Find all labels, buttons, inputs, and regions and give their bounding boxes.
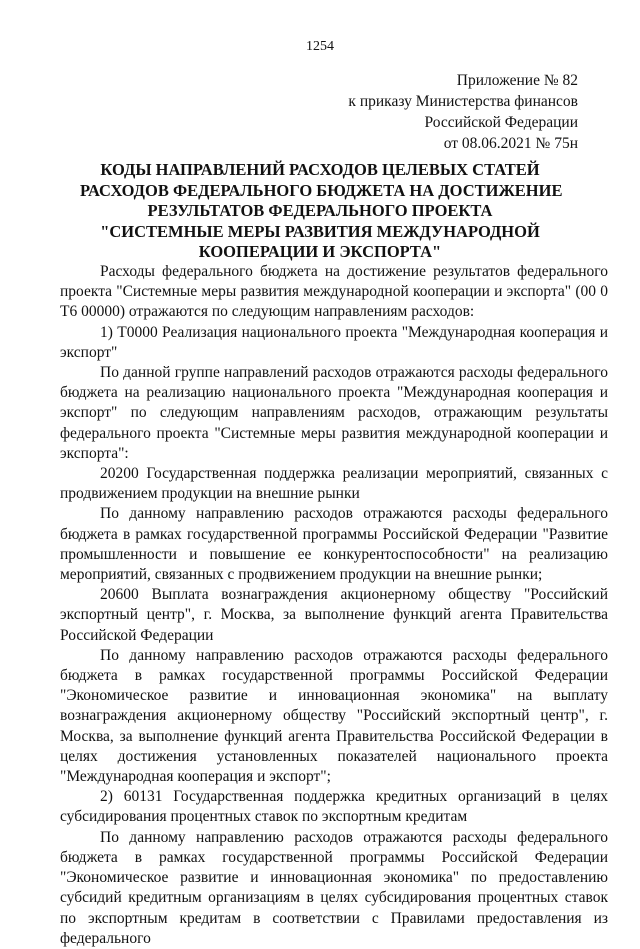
body-paragraph: По данному направлению расходов отражаются расходы федерального бюджета в рамках государственной программы Российской Федерации "Экономическое развитие и инновационная экономика" по предоставлению субсидий кредитным организациям в целях субсидирования процентных ставок по экспортным кредитам в соответствии с Правилами предоставления из федерального bbox=[60, 828, 608, 947]
body-paragraph: 20200 Государственная поддержка реализации мероприятий, связанных с продвижением продукции на внешние рынки bbox=[60, 465, 608, 503]
appendix-line: к приказу Министерства финансов bbox=[348, 93, 578, 110]
body-paragraph: По данной группе направлений расходов отражаются расходы федерального бюджета на реализацию национального проекта "Международная кооперация и экспорт" по следующим направлениям расходов, отражающим результаты федерального проекта "Системные меры развития международной кооперации и экспорта": bbox=[60, 364, 608, 462]
title-line: КООПЕРАЦИИ И ЭКСПОРТА" bbox=[198, 242, 442, 261]
title-line: РАСХОДОВ ФЕДЕРАЛЬНОГО БЮДЖЕТА НА ДОСТИЖЕНИЕ bbox=[80, 180, 563, 200]
body-paragraph: По данному направлению расходов отражаются расходы федерального бюджета в рамках государственной программы Российской Федерации "Экономическое развитие и инновационная экономика" на выплату вознаграждения акционерному обществу "Российский экспортный центр", г. Москва, за выполнение функций агента Правительства Российской Федерации в целях достижения установленных показателей национального проекта "Международная кооперация и экспорт"; bbox=[60, 646, 608, 786]
body-paragraph: По данному направлению расходов отражаются расходы федерального бюджета в рамках государственной программы Российской Федерации "Развитие промышленности и повышение ее конкурентоспособности" на реализацию мероприятий, связанных с продвижением продукции на внешние рынки; bbox=[60, 505, 608, 584]
appendix-line: Приложение № 82 bbox=[456, 72, 578, 89]
body-paragraph: Расходы федерального бюджета на достижение результатов федерального проекта "Системные меры развития международной кооперации и экспорта" (00 0 Т6 00000) отражаются по следующим направлениям расходов: bbox=[60, 263, 608, 321]
appendix-header bbox=[348, 70, 578, 154]
document-body bbox=[60, 262, 608, 949]
title-line: КОДЫ НАПРАВЛЕНИЙ РАСХОДОВ ЦЕЛЕВЫХ СТАТЕЙ bbox=[100, 160, 540, 179]
document-title bbox=[80, 160, 563, 263]
body-paragraph: 20600 Выплата вознаграждения акционерному обществу "Российский экспортный центр", г. Москва, за выполнение функций агента Правительства Российской Федерации bbox=[60, 586, 608, 644]
body-paragraph: 2) 60131 Государственная поддержка кредитных организаций в целях субсидирования процентных ставок по экспортным кредитам bbox=[60, 788, 608, 826]
body-paragraph: 1) Т0000 Реализация национального проекта "Международная кооперация и экспорт" bbox=[60, 323, 608, 361]
title-line: РЕЗУЛЬТАТОВ ФЕДЕРАЛЬНОГО ПРОЕКТА bbox=[147, 201, 493, 220]
title-line: "СИСТЕМНЫЕ МЕРЫ РАЗВИТИЯ МЕЖДУНАРОДНОЙ bbox=[100, 221, 540, 241]
appendix-line: Российской Федерации bbox=[424, 114, 578, 131]
page-number: 1254 bbox=[306, 39, 334, 54]
appendix-line: от 08.06.2021 № 75н bbox=[443, 135, 578, 152]
